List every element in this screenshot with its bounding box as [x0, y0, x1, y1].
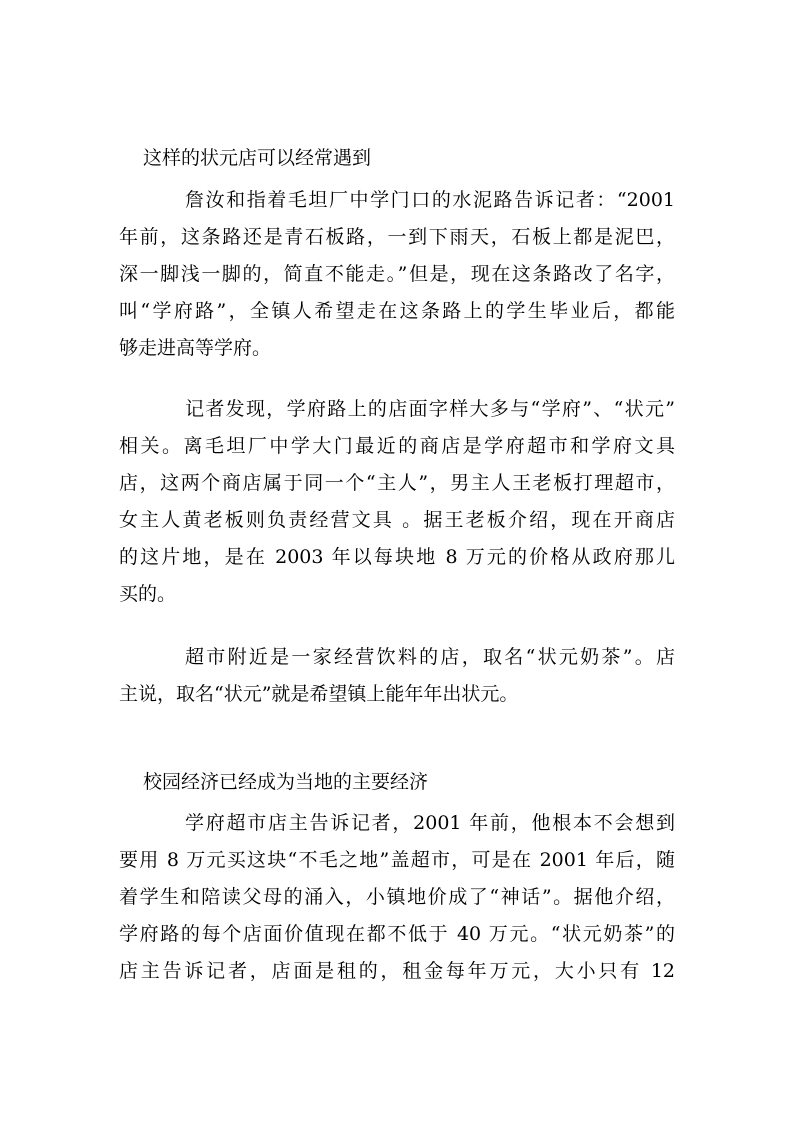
text-line: 超市附近是一家经营饮料的店，取名“状元奶茶”。店 [185, 646, 675, 668]
text-line: 学府路的每个店面价值现在都不低于 40 万元。“状元奶茶”的 [119, 923, 675, 945]
text-line: 记者发现，学府路上的店面字样大多与“学府”、“状元” [185, 398, 675, 420]
text-line: 店，这两个商店属于同一个“主人”，男主人王老板打理超市， [119, 472, 675, 494]
text-line: 詹汝和指着毛坦厂中学门口的水泥路告诉记者：“2001 [185, 189, 675, 211]
text-line: 深一脚浅一脚的，简直不能走。”但是，现在这条路改了名字， [119, 263, 675, 285]
text-line: 的这片地，是在 2003 年以每块地 8 万元的价格从政府那儿 [119, 546, 675, 568]
paragraph [119, 182, 675, 367]
section-heading: 校园经济已经成为当地的主要经济 [143, 771, 429, 793]
text-line: 女主人黄老板则负责经营文具 。据王老板介绍，现在开商店 [119, 509, 675, 531]
paragraph [119, 805, 675, 990]
section-heading: 这样的状元店可以经常遇到 [143, 147, 372, 169]
text-line: 叫“学府路”，全镇人希望走在这条路上的学生毕业后，都能 [119, 300, 675, 322]
paragraph [119, 391, 675, 613]
text-line: 年前，这条路还是青石板路，一到下雨天，石板上都是泥巴， [119, 226, 675, 248]
text-line: 买的。 [119, 583, 177, 605]
text-line: 要用 8 万元买这块“不毛之地”盖超市，可是在 2001 年后，随 [119, 849, 675, 871]
text-line: 相关。离毛坦厂中学大门最近的商店是学府超市和学府文具 [119, 435, 675, 457]
paragraph [119, 639, 675, 713]
text-line: 主说，取名“状元”就是希望镇上能年年出状元。 [119, 683, 519, 705]
text-line: 店主告诉记者，店面是租的，租金每年万元，大小只有 12 [119, 960, 675, 982]
text-line: 够走进高等学府。 [119, 337, 272, 359]
text-line: 着学生和陪读父母的涌入，小镇地价成了“神话”。据他介绍， [119, 886, 675, 908]
text-line: 学府超市店主告诉记者，2001 年前，他根本不会想到 [185, 812, 675, 834]
